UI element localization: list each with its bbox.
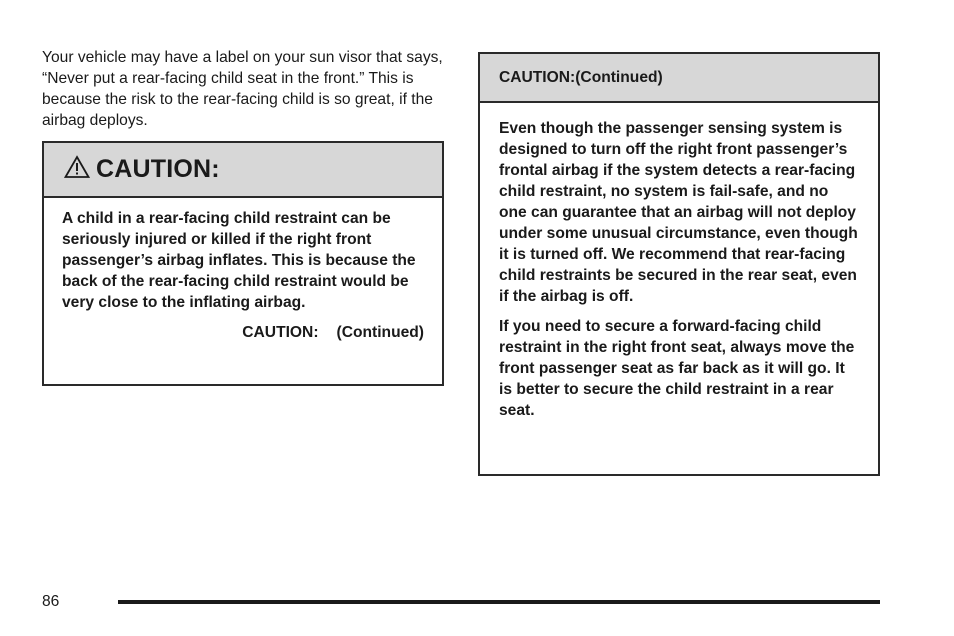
continued-footer-label: CAUTION: <box>242 324 319 341</box>
caution-box-body <box>44 198 442 343</box>
caution-box-primary <box>42 141 444 386</box>
footer-rule <box>118 600 880 604</box>
continued-paragraph-2: If you need to secure a forward-facing child restraint in the right front seat, always move the front passenger seat as far back as it will go. It is better to secure the child restraint in a rear seat. <box>499 318 855 419</box>
caution-body-text: A child in a rear-facing child restraint can be seriously injured or killed if the right front passenger’s airbag inflates. This is because the back of the rear-facing child restraint would be very close to the inflating airbag. <box>62 210 416 311</box>
caution-title: CAUTION: <box>96 155 220 183</box>
warning-triangle-icon <box>64 155 90 179</box>
page-number: 86 <box>42 593 60 610</box>
caution-box-header <box>44 143 442 198</box>
continued-box-body <box>480 103 878 421</box>
intro-paragraph: Your vehicle may have a label on your sun visor that says, “Never put a rear-facing child seat in the front.” This is because the risk to the rear-facing child is so great, if the airbag deploys. <box>42 49 443 129</box>
continued-header-text: (Continued) <box>575 68 663 86</box>
continued-footer-text: (Continued) <box>336 324 424 341</box>
continued-box-header <box>480 54 878 103</box>
caution-box-continued <box>478 52 880 476</box>
continued-footer <box>62 322 424 343</box>
continued-header-label: CAUTION: <box>499 68 576 86</box>
continued-paragraph-1: Even though the passenger sensing system is designed to turn off the right front passenger’s frontal airbag if the system detects a rear-facing child restraint, no system is fail-safe, and no one can guarantee that an airbag will not deploy under some unusual circumstance, even though it is turned off. We recommend that rear-facing child restraints be secured in the rear seat, even if the airbag is off. <box>499 120 858 305</box>
